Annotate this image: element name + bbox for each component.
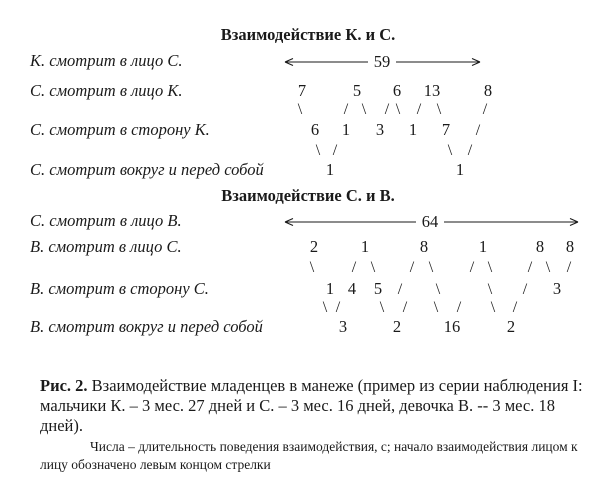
caption-text: Взаимодействие младенцев в манеже (пример из серии наблюдения I: мальчики К. – 3 мес. 27 дней и С. – 3 мес. 16 дней, девочка В. -- 3 мес. 18 дней). — [40, 376, 583, 435]
s1-row-label-4: С. смотрит вокруг и перед собой — [30, 160, 264, 179]
s2-connector-a6: / — [469, 259, 475, 276]
s2-connector-a5: \ — [428, 259, 434, 276]
s2-connector-b1: \ — [322, 299, 328, 316]
s2-connector-c4: / — [522, 281, 528, 298]
s2-duration-6: 8 — [565, 237, 575, 256]
s1-duration-11: 1 — [325, 160, 335, 179]
s2-connector-a2: / — [351, 259, 357, 276]
s1-connector-b1: \ — [315, 142, 321, 159]
s1-duration-1: 7 — [297, 81, 307, 100]
s2-connector-a8: / — [527, 259, 533, 276]
s1-connector-b2: / — [332, 142, 338, 159]
s2-connector-b2: / — [335, 299, 341, 316]
s1-connector-a5: \ — [395, 101, 401, 118]
s2-connector-a7: \ — [487, 259, 493, 276]
s1-connector-a6: / — [416, 101, 422, 118]
s1-duration-8: 3 — [375, 120, 385, 139]
s2-connector-b5: \ — [433, 299, 439, 316]
s2-connector-b3: \ — [379, 299, 385, 316]
s2-duration-8: 4 — [347, 279, 357, 298]
s2-connector-c2: \ — [435, 281, 441, 298]
s2-duration-7: 1 — [325, 279, 335, 298]
s1-title: Взаимодействие К. и С. — [220, 25, 396, 44]
s2-arrow-value: 64 — [421, 212, 439, 231]
s2-connector-b7: \ — [490, 299, 496, 316]
s1-connector-a3: \ — [361, 101, 367, 118]
s2-duration-14: 2 — [506, 317, 516, 336]
s2-row-label-1: С. смотрит в лицо В. — [30, 211, 182, 230]
s2-connector-b4: / — [402, 299, 408, 316]
s2-duration-9: 5 — [373, 279, 383, 298]
s2-duration-4: 1 — [478, 237, 488, 256]
s2-connector-a9: \ — [545, 259, 551, 276]
s2-row-label-3: В. смотрит в сторону С. — [30, 279, 209, 298]
s2-connector-c3: \ — [487, 281, 493, 298]
s2-connector-b8: / — [512, 299, 518, 316]
s2-connector-a1: \ — [309, 259, 315, 276]
s2-duration-11: 3 — [338, 317, 348, 336]
s1-duration-12: 1 — [455, 160, 465, 179]
s2-row-label-2: В. смотрит в лицо С. — [30, 237, 182, 256]
s2-duration-13: 16 — [443, 317, 461, 336]
s1-connector-a7: \ — [436, 101, 442, 118]
s2-connector-c1: / — [397, 281, 403, 298]
s2-connector-a3: \ — [370, 259, 376, 276]
s1-connector-c1: / — [475, 122, 481, 139]
s1-row-label-2: С. смотрит в лицо К. — [30, 81, 183, 100]
s1-connector-a1: \ — [297, 101, 303, 118]
s1-duration-6: 6 — [310, 120, 320, 139]
s1-connector-a2: / — [343, 101, 349, 118]
s1-connector-b4: / — [467, 142, 473, 159]
s1-duration-10: 7 — [441, 120, 451, 139]
figure-note: Числа – длительность поведения взаимодействия, с; начало взаимодействия лицом к лицу обозначено левым концом стрелки — [40, 439, 578, 472]
s2-duration-1: 2 — [309, 237, 319, 256]
s2-connector-a10: / — [566, 259, 572, 276]
s1-duration-2: 5 — [352, 81, 362, 100]
s2-duration-5: 8 — [535, 237, 545, 256]
s2-connector-b6: / — [456, 299, 462, 316]
s2-title: Взаимодействие С. и В. — [221, 186, 395, 205]
s2-connector-a4: / — [409, 259, 415, 276]
s1-arrow-value: 59 — [373, 52, 391, 71]
s1-duration-5: 8 — [483, 81, 493, 100]
s1-duration-4: 13 — [423, 81, 441, 100]
s2-duration-12: 2 — [392, 317, 402, 336]
s1-duration-3: 6 — [392, 81, 402, 100]
figure-caption — [40, 376, 596, 436]
caption-lead: Рис. 2. — [40, 376, 88, 395]
s1-row-label-3: С. смотрит в сторону К. — [30, 120, 210, 139]
s1-connector-a8: / — [482, 101, 488, 118]
s1-duration-7: 1 — [341, 120, 351, 139]
s1-row-label-1: К. смотрит в лицо С. — [30, 51, 183, 70]
s2-duration-10: 3 — [552, 279, 562, 298]
s2-duration-2: 1 — [360, 237, 370, 256]
s2-duration-3: 8 — [419, 237, 429, 256]
s2-row-label-4: В. смотрит вокруг и перед собой — [30, 317, 263, 336]
s1-duration-9: 1 — [408, 120, 418, 139]
s1-connector-b3: \ — [447, 142, 453, 159]
s1-connector-a4: / — [384, 101, 390, 118]
